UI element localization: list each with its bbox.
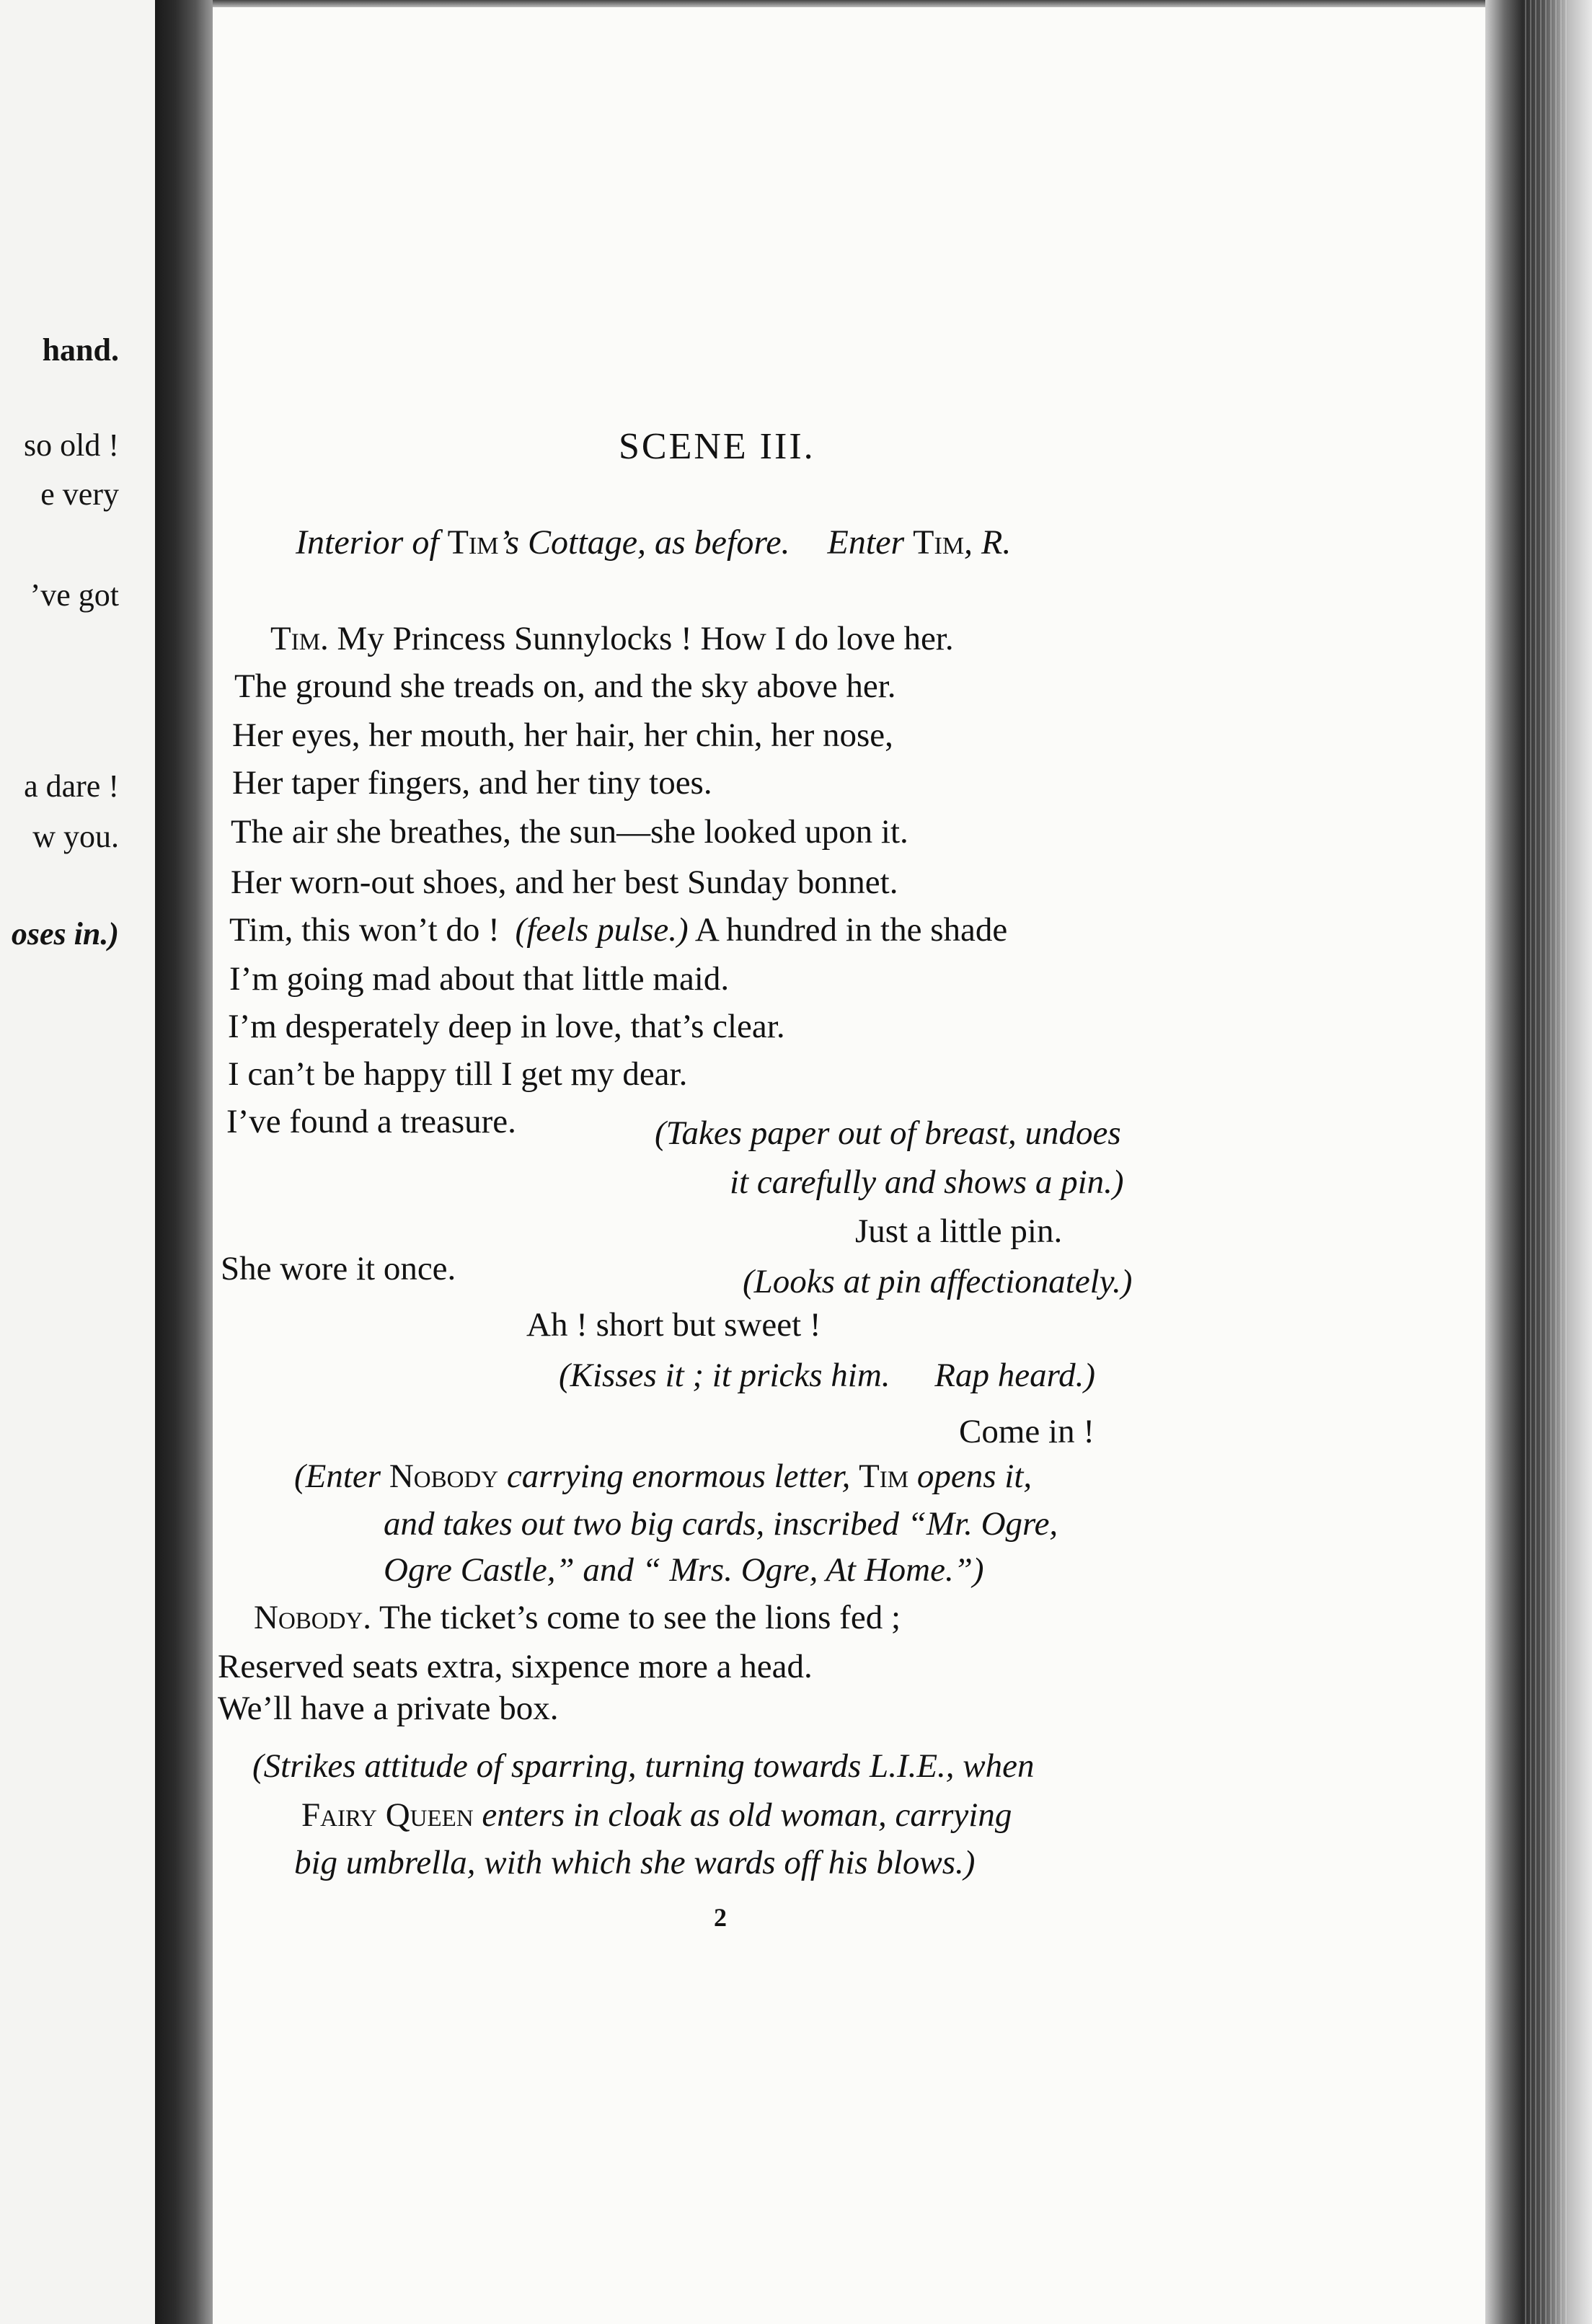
verse-line: I’ve found a treasure. — [226, 1103, 516, 1140]
verse-line: Her taper fingers, and her tiny toes. — [232, 764, 712, 802]
speaker-name: Tim. — [270, 620, 329, 657]
facing-page-fragment: ’ve got — [30, 577, 119, 613]
verse-line: Just a little pin. — [855, 1212, 1063, 1250]
book-gutter — [155, 0, 213, 2324]
verse-line: She wore it once. — [221, 1250, 456, 1287]
scene-setting: Interior of Tim’s Cottage, as before. Enter Tim, R. — [296, 523, 1012, 562]
scene-heading: SCENE III. — [619, 426, 815, 467]
facing-page-fragment: e very — [40, 476, 119, 512]
speaker-name: Nobody. — [254, 1599, 372, 1636]
facing-page-fragment: oses in.) — [11, 916, 119, 952]
verse-line: Her eyes, her mouth, her hair, her chin, her nose, — [232, 717, 893, 754]
stage-direction: (Takes paper out of breast, undoes — [655, 1114, 1121, 1152]
verse-line: I’m desperately deep in love, that’s clear. — [228, 1008, 785, 1045]
page-top-edge — [213, 0, 1503, 7]
facing-page — [0, 0, 155, 2324]
facing-page-fragment: hand. — [42, 332, 119, 368]
stage-direction: (Enter Nobody carrying enormous letter, Tim opens it, — [294, 1458, 1032, 1495]
verse-line: Ah ! short but sweet ! — [526, 1306, 821, 1344]
page-edge-stack — [1525, 0, 1568, 2324]
stage-direction: Fairy Queen enters in cloak as old woman, carrying — [301, 1796, 1012, 1834]
stage-direction: big umbrella, with which she wards off his blows.) — [294, 1844, 976, 1881]
facing-page-fragment: a dare ! — [24, 768, 119, 804]
verse-line: I can’t be happy till I get my dear. — [228, 1055, 688, 1093]
stage-direction: and takes out two big cards, inscribed “Mr. Ogre, — [384, 1505, 1058, 1543]
stage-direction: (Looks at pin affectionately.) — [743, 1263, 1133, 1300]
stage-direction: (Strikes attitude of sparring, turning towards L.I.E., when — [252, 1747, 1035, 1785]
facing-page-fragment: so old ! — [24, 427, 119, 463]
stage-direction: Ogre Castle,” and “ Mrs. Ogre, At Home.”) — [384, 1551, 984, 1589]
verse-line: The air she breathes, the sun—she looked upon it. — [231, 813, 908, 851]
verse-line: I’m going mad about that little maid. — [229, 960, 730, 998]
verse-line: Nobody. The ticket’s come to see the lions fed ; — [254, 1599, 901, 1636]
facing-page-fragment: w you. — [32, 819, 119, 854]
verse-line: Tim. My Princess Sunnylocks ! How I do love her. — [270, 620, 954, 657]
verse-line: We’ll have a private box. — [218, 1690, 559, 1727]
verse-line: Tim, this won’t do ! (feels pulse.) A hundred in the shade — [229, 911, 1008, 949]
page-number: 2 — [714, 1903, 727, 1932]
verse-line: Come in ! — [959, 1413, 1094, 1450]
verse-line: Reserved seats extra, sixpence more a head. — [218, 1648, 813, 1685]
verse-line: Her worn-out shoes, and her best Sunday bonnet. — [231, 864, 898, 901]
stage-direction: it carefully and shows a pin.) — [730, 1163, 1124, 1201]
stage-direction: (Kisses it ; it pricks him. Rap heard.) — [559, 1357, 1096, 1394]
verse-line: The ground she treads on, and the sky above her. — [234, 668, 896, 705]
